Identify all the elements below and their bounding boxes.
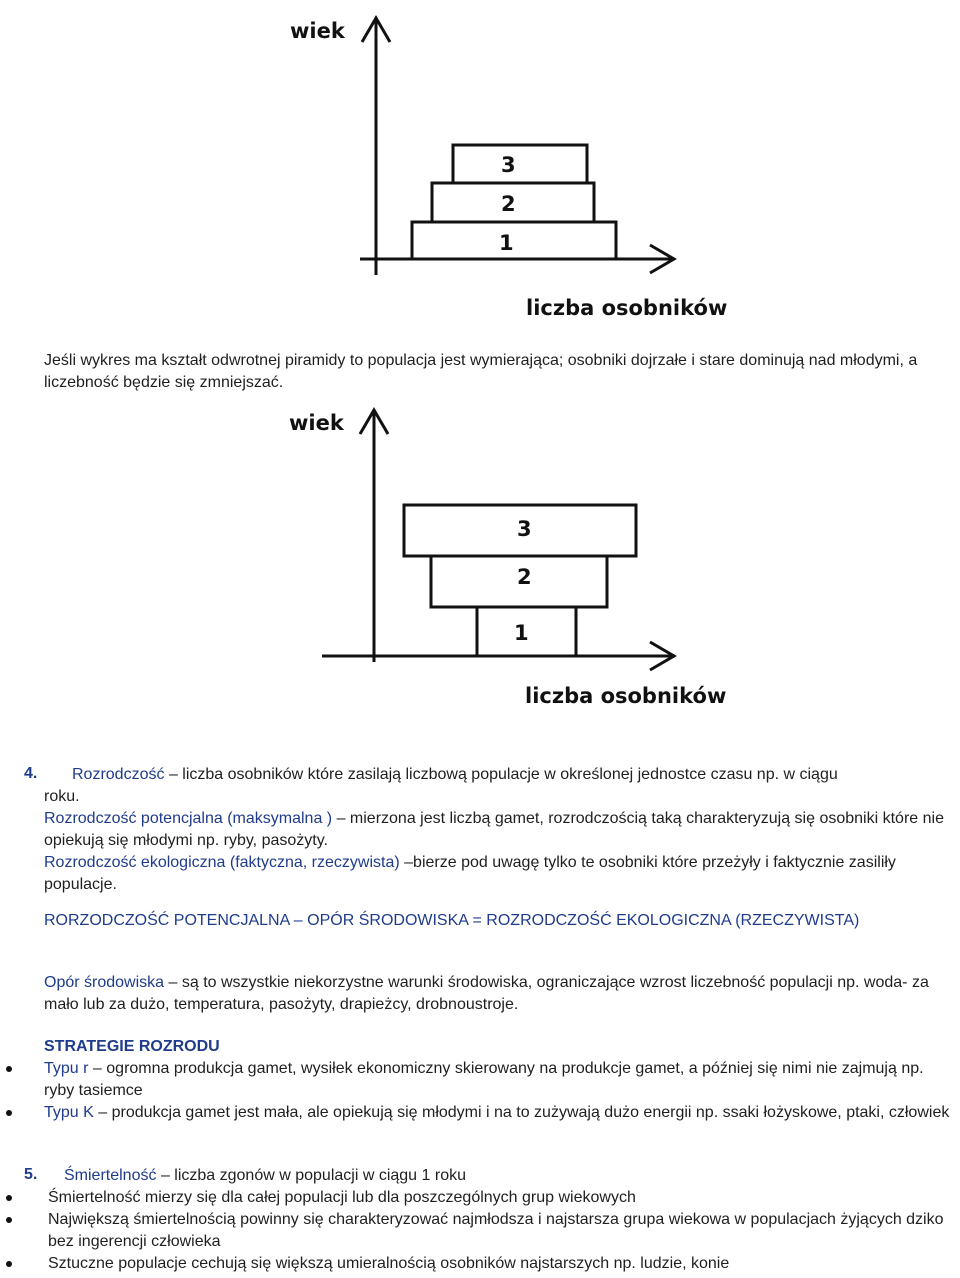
ecological-description: –bierze pod uwagę tylko te osobniki które przeżyły i faktycznie zasiliły populacje. — [44, 854, 896, 893]
strategy-description: – produkcja gamet jest mała, ale opiekują się młodymi i na to zużywają dużo energii np. ssaki łożyskowe, ptaki, człowiek — [98, 1104, 950, 1121]
list-item — [0, 1253, 960, 1275]
environmental-resistance — [44, 972, 956, 1016]
definition-continuation: roku. — [44, 788, 80, 805]
strategy-lead: Typu r — [44, 1060, 89, 1077]
pyramid-bar-3 — [453, 145, 587, 183]
strategies-list — [0, 1058, 960, 1124]
smiertelnosc-term: Śmiertelność — [64, 1167, 157, 1184]
section-4-body — [44, 786, 956, 896]
potential-fertility — [44, 808, 956, 852]
bullet-icon — [6, 1217, 12, 1223]
bullet-icon — [6, 1261, 12, 1267]
intro-text: Jeśli wykres ma kształt odwrotnej piramidy to populacja jest wymierająca; osobniki dojrzałe i stare dominują nad młodymi, a liczebność będzie się zmniejszać. — [44, 352, 918, 391]
bar-label-3: 3 — [501, 153, 516, 177]
x-axis-label: liczba osobników — [526, 296, 728, 320]
section-5-number: 5. — [24, 1166, 38, 1183]
ecological-fertility — [44, 852, 956, 896]
mortality-item-text: Największą śmiertelnością powinny się charakteryzować najmłodsza i najstarsza grupa wiekowa w populacjach żyjących dziko bez ingerencji człowieka — [48, 1211, 944, 1250]
y-axis-label: wiek — [290, 19, 345, 43]
list-item — [0, 1187, 960, 1209]
ecological-term: Rozrodczość ekologiczna (faktyczna, rzeczywista) — [44, 854, 400, 871]
rozrodczosc-term: Rozrodczość — [72, 766, 165, 783]
bar-label-1: 1 — [514, 621, 529, 645]
inverted-pyramid-description — [44, 350, 956, 394]
resistance-term: Opór środowiska — [44, 974, 165, 991]
mortality-item-text: Sztuczne populacje cechują się większą umieralnością osobników najstarszych np. ludzie, konie — [48, 1255, 730, 1272]
age-pyramid-diagram-2 — [0, 400, 960, 725]
bullet-icon — [6, 1195, 12, 1201]
list-item — [0, 1058, 960, 1102]
potential-description: – mierzona jest liczbą gamet, rozrodczością taką charakteryzują się osobniki które nie opiekują się młodymi np. ryby, pasożyty. — [44, 810, 944, 849]
rozrodczosc-definition: – liczba osobników które zasilają liczbową populacje w określonej jednostce czasu np. w ciągu — [168, 766, 838, 783]
strategy-lead: Typu K — [44, 1104, 94, 1121]
bar-label-2: 2 — [517, 565, 532, 589]
age-pyramid-diagram-1 — [0, 0, 960, 330]
strategies-heading: STRATEGIE ROZRODU — [44, 1038, 220, 1055]
fertility-formula: RORZODCZOŚĆ POTENCJALNA – OPÓR ŚRODOWISKA = ROZRODCZOŚĆ EKOLOGICZNA (RZECZYWISTA) — [44, 912, 860, 929]
section-5-heading — [64, 1165, 954, 1187]
pyramid-bar-1 — [412, 222, 616, 259]
resistance-description: – są to wszystkie niekorzystne warunki środowiska, ograniczające wzrost liczebność populacji np. woda- za mało lub za dużo, temperatura, pasożyty, drapieżcy, drobnoustroje. — [44, 974, 929, 1013]
section-4-number: 4. — [24, 765, 38, 782]
y-axis-label: wiek — [289, 411, 344, 435]
pyramid-svg-2 — [0, 400, 960, 725]
list-item — [0, 1102, 960, 1124]
mortality-item-text: Śmiertelność mierzy się dla całej populacji lub dla poszczególnych grup wiekowych — [48, 1189, 636, 1206]
x-axis-label: liczba osobników — [525, 684, 727, 708]
mortality-list — [0, 1187, 960, 1275]
bar-label-1: 1 — [499, 231, 514, 255]
section-4-heading — [72, 764, 958, 786]
bar-label-2: 2 — [501, 192, 516, 216]
potential-term: Rozrodczość potencjalna (maksymalna ) — [44, 810, 333, 827]
bullet-icon — [6, 1066, 12, 1072]
smiertelnosc-definition: – liczba zgonów w populacji w ciągu 1 roku — [160, 1167, 466, 1184]
pyramid-svg-1 — [0, 0, 960, 330]
strategy-description: – ogromna produkcja gamet, wysiłek ekonomiczny skierowany na produkcje gamet, a później się nimi nie zajmują np. ryby tasiemce — [44, 1060, 924, 1099]
bar-label-3: 3 — [517, 517, 532, 541]
bullet-icon — [6, 1110, 12, 1116]
list-item — [0, 1209, 960, 1253]
